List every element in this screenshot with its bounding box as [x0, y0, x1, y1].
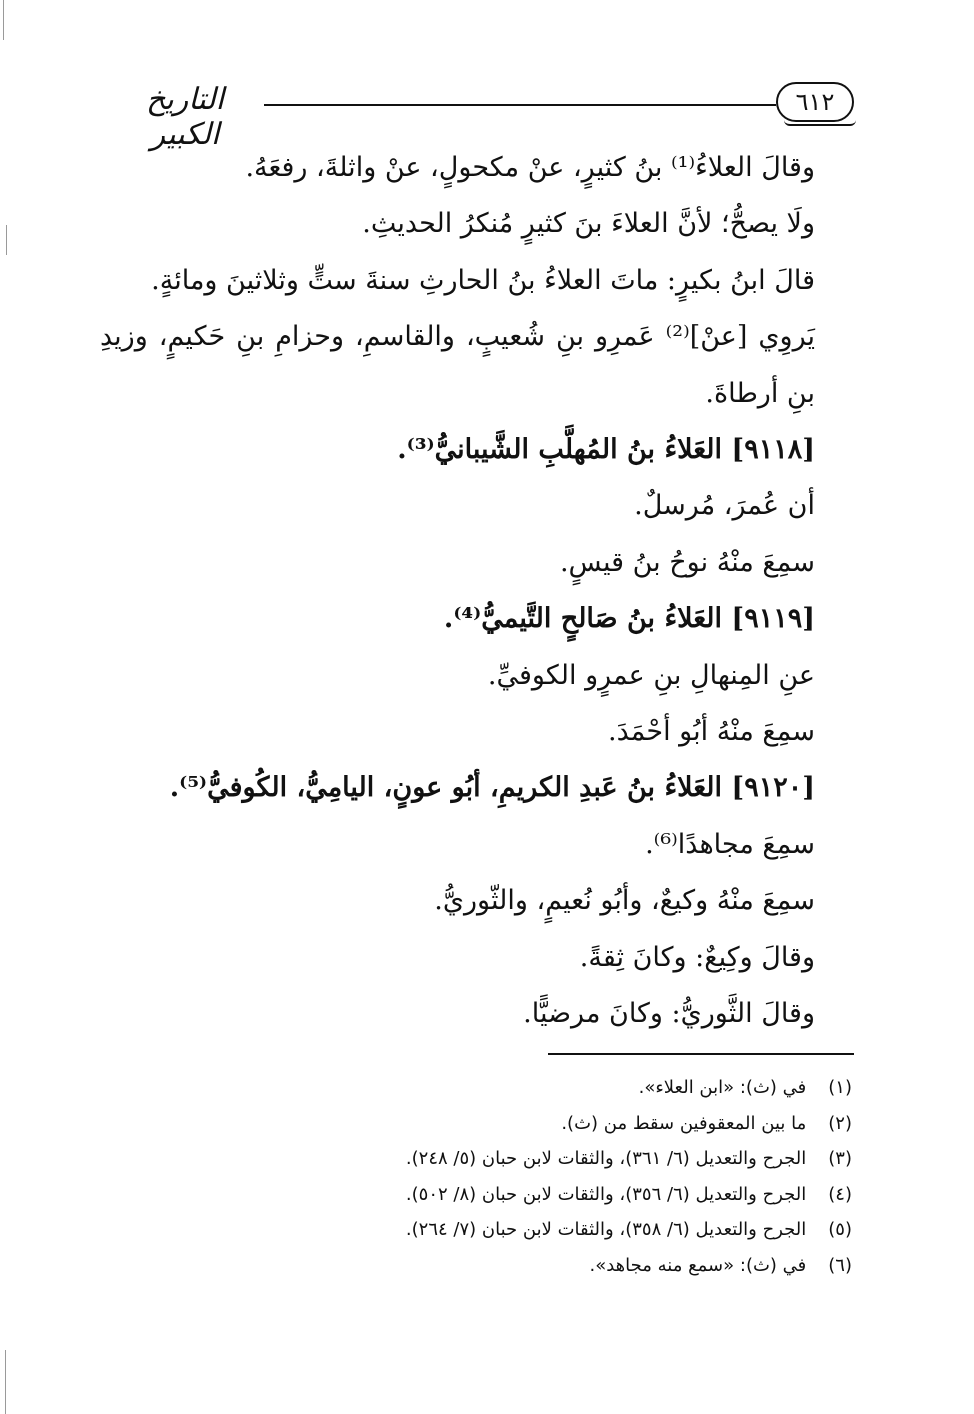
- text-line: سمِعَ منْهُ أبُو أحْمَدَ.: [608, 715, 815, 747]
- footnote-number: (٤): [828, 1183, 852, 1205]
- text-line: قالَ ابنُ بكيرٍ: ماتَ العلاءُ بنُ الحارثِ سنةَ ستٍّ وثلاثينَ ومائةٍ.: [151, 264, 815, 296]
- footnote-separator: [548, 1053, 854, 1055]
- text-line: وقالَ العلاءُ⁽¹⁾ بنُ كثيرٍ، عنْ مكحولٍ، عنْ واثلةَ، رفعَهُ.: [245, 152, 815, 183]
- text-line: سمِعَ منْهُ نوحُ بنُ قيسٍ.: [559, 546, 815, 578]
- text-line: سمِعَ مجاهدًا⁽⁶⁾.: [645, 828, 815, 860]
- text-line: سمِعَ منْهُ وكيعٌ، وأبُو نُعيمٍ، والثّوريُّ.: [434, 885, 815, 917]
- main-text: [100, 140, 815, 1042]
- text-line: عنِ المِنهالِ بنِ عمرٍو الكوفيِّ.: [487, 659, 815, 691]
- footnote: [300, 1177, 852, 1213]
- footnotes: [300, 1070, 852, 1283]
- footnote-number: (٣): [828, 1148, 852, 1169]
- entry-heading: [٩١١٨] العَلاءُ بنُ المُهلَّبِ الشَّيبانيُّ⁽³⁾.: [397, 433, 815, 465]
- scan-edge-mark: [3, 0, 4, 40]
- scan-edge-mark: [5, 1350, 6, 1414]
- footnote-number: (٥): [828, 1219, 852, 1240]
- entry-heading: [٩١٢٠] العَلاءُ بنُ عَبدِ الكريمِ، أبُو عونٍ، اليامِيُّ، الكُوفيُّ⁽⁵⁾.: [169, 772, 815, 804]
- footnote-number: (١): [828, 1077, 852, 1098]
- page-number-badge: ٦١٢: [776, 82, 854, 122]
- text-line: ولَا يصحُّ؛ لأنَّ العلاءَ بنَ كثيرٍ مُنكرُ الحديثِ.: [362, 208, 815, 240]
- footnote: [300, 1070, 852, 1106]
- footnote: [300, 1106, 852, 1142]
- scan-edge-mark: [6, 225, 7, 255]
- footnote-text: الجرح والتعديل (٦/ ٣٥٦)، والثقات لابن حبان (٨/ ٥٠٢).: [405, 1183, 807, 1205]
- footnote-text: ما بين المعقوفين سقط من (ث).: [561, 1112, 807, 1134]
- footnote-text: في (ث): «ابن العلاء».: [638, 1077, 807, 1098]
- header-rule: [264, 104, 776, 106]
- text-line: أن عُمرَ، مُرسلٌ.: [634, 490, 815, 522]
- entry-heading: [٩١١٩] العَلاءُ بنُ صَالحٍ التَّيميُّ⁽⁴⁾.: [443, 603, 815, 635]
- footnote-number: (٦): [828, 1254, 852, 1276]
- footnote-text: في (ث): «سمع منه مجاهد».: [589, 1254, 807, 1276]
- book-title: التاريخ الكبير: [146, 82, 224, 152]
- footnote-text: الجرح والتعديل (٦/ ٣٥٨)، والثقات لابن حبان (٧/ ٢٦٤).: [405, 1219, 807, 1240]
- footnote: [300, 1141, 852, 1177]
- text-line: وقالَ الثَّوريُّ: وكانَ مرضيًّا.: [523, 997, 815, 1029]
- page-header: [110, 78, 855, 152]
- footnote-number: (٢): [828, 1112, 852, 1134]
- text-line: يَروِي [عنْ]⁽²⁾ عَمرِو بنِ شُعيبٍ، والقاسمِ، وحزامِ بنِ حَكيمٍ، وزيدِ بنِ أرطاةَ.: [100, 321, 815, 409]
- text-line: وقالَ وكِيعٌ: وكانَ ثِقةً.: [579, 941, 815, 973]
- footnote: [300, 1248, 852, 1284]
- footnote-text: الجرح والتعديل (٦/ ٣٦١)، والثقات لابن حبان (٥/ ٢٤٨).: [405, 1148, 807, 1169]
- footnote: [300, 1212, 852, 1248]
